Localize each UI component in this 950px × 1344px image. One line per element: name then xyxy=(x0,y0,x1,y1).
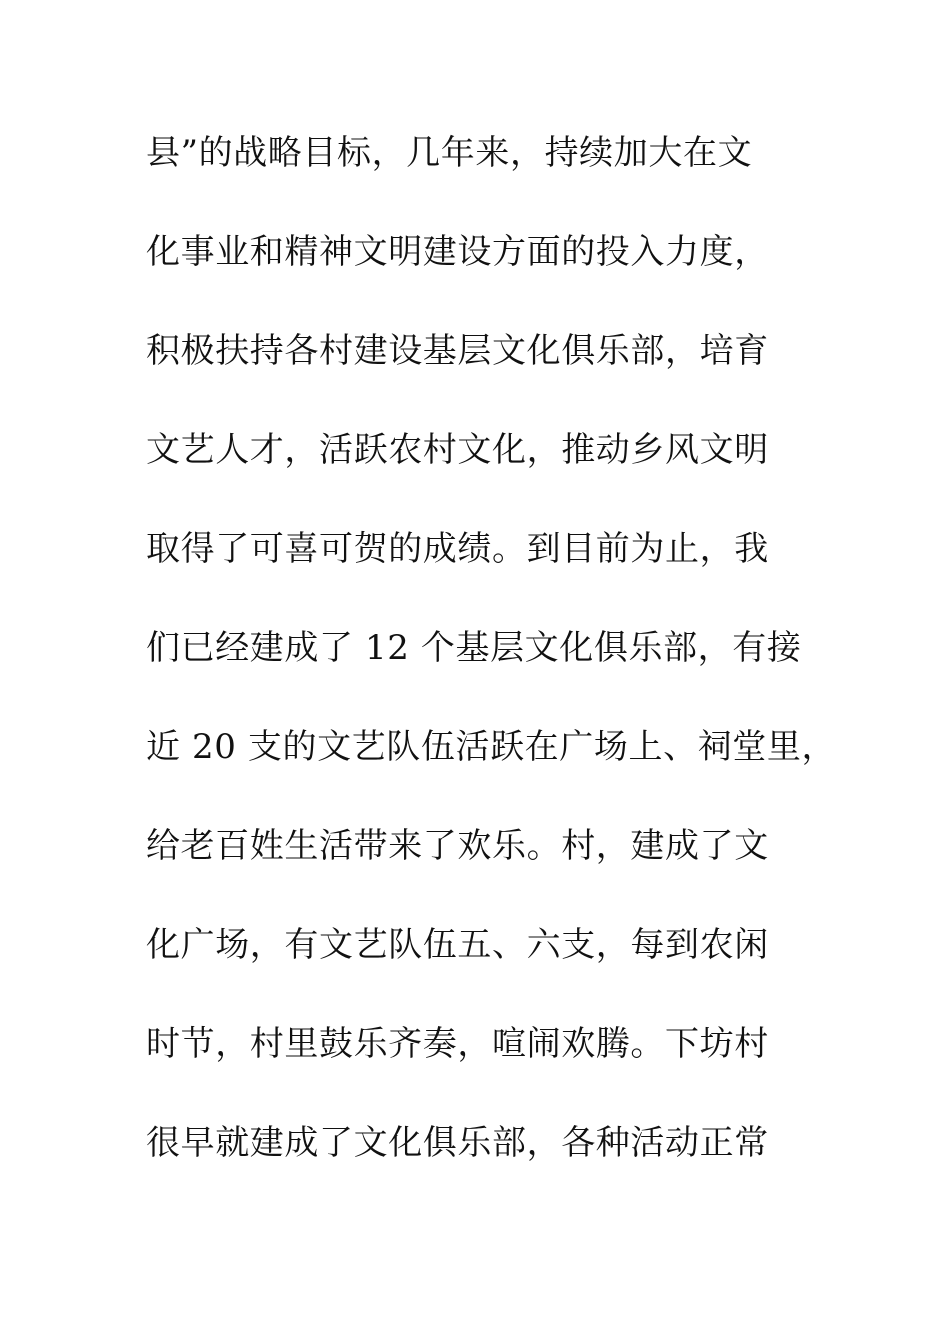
text-line: 文艺人才，活跃农村文化，推动乡风文明 xyxy=(146,430,769,470)
text-line: 取得了可喜可贺的成绩。到目前为止，我 xyxy=(146,529,769,569)
body-text xyxy=(146,124,846,1213)
text-line: 给老百姓生活带来了欢乐。村，建成了文 xyxy=(146,826,769,866)
text-line: 化广场，有文艺队伍五、六支，每到农闲 xyxy=(146,925,769,965)
text-line: 时节，村里鼓乐齐奏，喧闹欢腾。下坊村 xyxy=(146,1024,769,1064)
text-line: 们已经建成了 12 个基层文化俱乐部，有接 xyxy=(146,628,802,668)
text-line: 很早就建成了文化俱乐部，各种活动正常 xyxy=(146,1123,769,1163)
text-line: 积极扶持各村建设基层文化俱乐部，培育 xyxy=(146,331,769,371)
text-line: 化事业和精神文明建设方面的投入力度， xyxy=(146,232,769,272)
text-line: 近 20 支的文艺队伍活跃在广场上、祠堂里， xyxy=(146,727,837,767)
text-line: 县”的战略目标，几年来，持续加大在文 xyxy=(146,133,753,173)
